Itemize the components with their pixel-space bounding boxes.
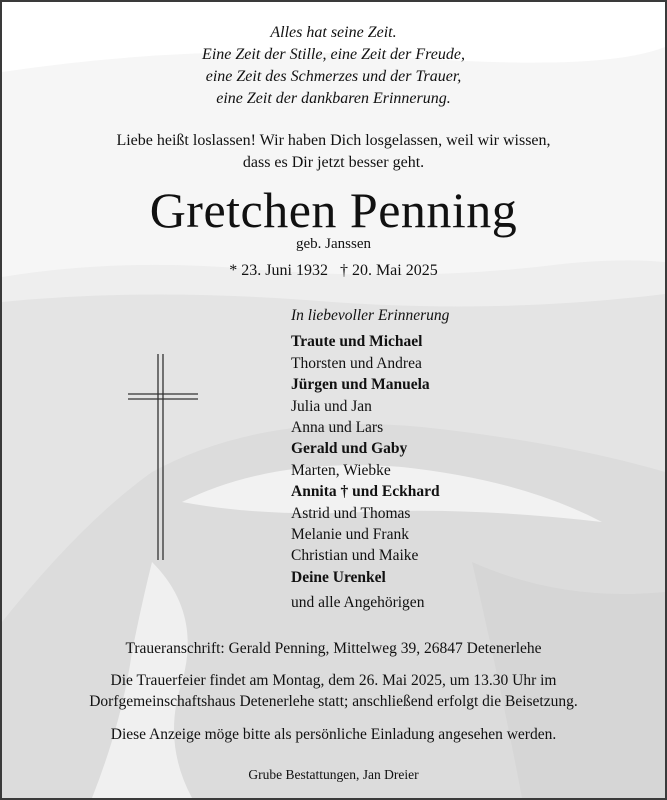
quote-line: dass es Dir jetzt besser geht. — [242, 154, 425, 171]
life-dates — [2, 262, 665, 280]
family-member: Thorsten und Andrea — [291, 354, 422, 372]
family-group-head: Traute und Michael — [291, 333, 423, 351]
birth-date: * 23. Juni 1932 — [229, 262, 328, 279]
family-member: Christian und Maike — [291, 547, 419, 565]
ceremony-line: Dorfgemeinschaftshaus Detenerlehe statt; anschließend erfolgt die Beisetzung. — [89, 693, 578, 710]
poem-line: Eine Zeit der Stille, eine Zeit der Freude, — [202, 46, 465, 63]
family-closing: und alle Angehörigen — [291, 594, 425, 612]
poem — [2, 22, 665, 110]
ceremony-info — [2, 670, 665, 712]
ceremony-line: Die Trauerfeier findet am Montag, dem 26. Mai 2025, um 13.30 Uhr im — [110, 672, 557, 689]
family-member: Julia und Jan — [291, 397, 372, 415]
poem-line: Alles hat seine Zeit. — [270, 24, 397, 41]
family-member: Anna und Lars — [291, 419, 384, 437]
farewell-quote — [2, 130, 665, 174]
deceased-name: Gretchen Penning — [149, 182, 518, 238]
family-group-head: Gerald und Gaby — [291, 440, 408, 458]
invitation-note: Diese Anzeige möge bitte als persönliche Einladung angesehen werden. — [110, 726, 557, 743]
quote-line: Liebe heißt loslassen! Wir haben Dich losgelassen, weil wir wissen, — [116, 132, 551, 149]
family-member: Marten, Wiebke — [291, 461, 391, 479]
family-group-head: Deine Urenkel — [291, 568, 386, 586]
family-intro: In liebevoller Erinnerung — [291, 307, 450, 324]
poem-line: eine Zeit des Schmerzes und der Trauer, — [205, 68, 462, 85]
family-group-head: Jürgen und Manuela — [291, 376, 430, 394]
mourning-address: Traueranschrift: Gerald Penning, Mittelweg 39, 26847 Detenerlehe — [125, 640, 542, 657]
death-date: † 20. Mai 2025 — [339, 262, 438, 279]
undertaker-signature: Grube Bestattungen, Jan Dreier — [248, 767, 419, 782]
family-member: Melanie und Frank — [291, 526, 409, 544]
latin-cross-icon — [128, 354, 200, 562]
family-member: Astrid und Thomas — [291, 504, 411, 522]
family-list — [291, 305, 591, 614]
poem-line: eine Zeit der dankbaren Erinnerung. — [216, 90, 451, 107]
maiden-name: geb. Janssen — [296, 236, 371, 252]
family-group-head: Annita † und Eckhard — [291, 483, 440, 501]
